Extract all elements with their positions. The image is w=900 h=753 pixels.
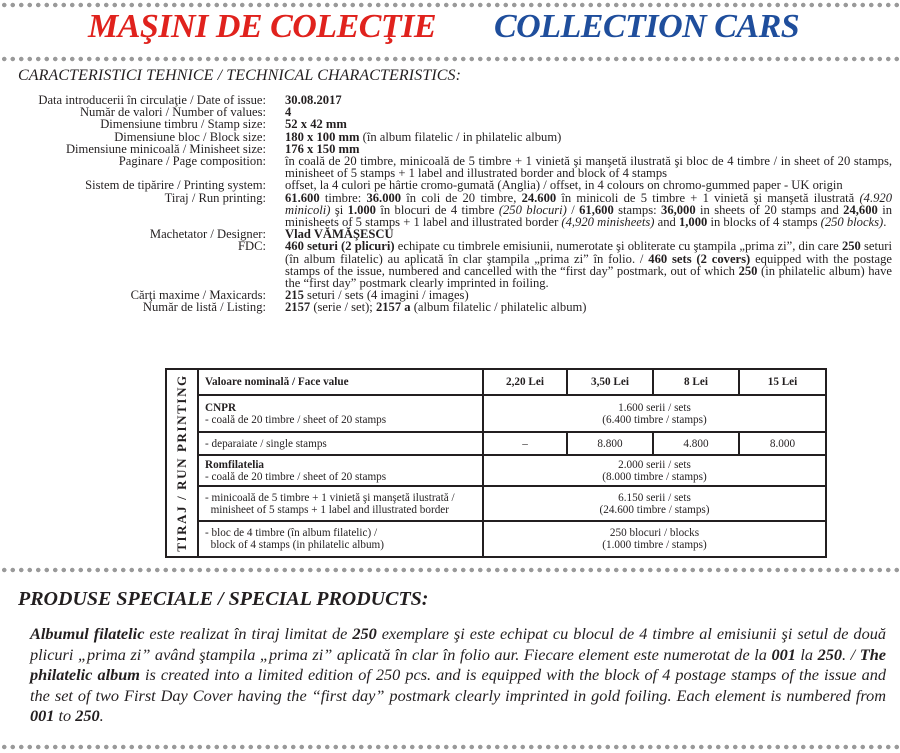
- dotted-divider-bottom: [0, 744, 900, 750]
- spec-row: [8, 155, 892, 179]
- text-fragment: in minisheets of 5 stamps + 1 label and illustrated border: [285, 202, 892, 230]
- text-fragment: la: [795, 644, 818, 664]
- text-fragment: (album filatelic / philatelic album): [410, 300, 587, 315]
- row-label-text: - coală de 20 timbre / sheet of 20 stamps: [205, 470, 387, 483]
- romfilatelia-title: Romfilatelia: [205, 458, 265, 471]
- spec-label: Machetator / Designer:: [149, 227, 266, 242]
- text-fragment: şi: [330, 202, 348, 217]
- spec-value: 4: [285, 105, 292, 120]
- row-label-text: - minicoală de 5 timbre + 1 vinietă şi manşetă ilustrată /: [205, 491, 455, 504]
- number-from: 001: [771, 644, 796, 664]
- spec-value: 52 x 42 mm: [285, 117, 347, 132]
- table-row: [199, 395, 825, 432]
- run-total: 61.600: [285, 190, 320, 205]
- spec-label: Paginare / Page composition:: [118, 154, 266, 169]
- title-english: COLLECTION CARS: [494, 8, 800, 45]
- text-fragment: /: [566, 202, 580, 217]
- row-label-text: block of 4 stamps (in philatelic album): [205, 539, 384, 551]
- spec-value: 176 x 150 mm: [285, 141, 360, 156]
- face-value-col: 15 Lei: [739, 370, 825, 395]
- spec-row: [8, 131, 892, 143]
- spec-value: în coală de 20 timbre, minicoală de 5 timbre + 1 vinietă şi manşetă ilustrată şi bloc de 4 timbre / in sheet of 20 stamps, minisheet of 5 stamps + 1 label and illustrated border and block of 4 stamps: [285, 154, 892, 181]
- face-value-col: 3,50 Lei: [567, 370, 653, 395]
- row-label-text: minisheet of 5 stamps + 1 label and illustrated border: [205, 503, 449, 516]
- edition-count: 250: [352, 624, 377, 643]
- text-fragment: and: [654, 215, 679, 230]
- row-value: [483, 521, 825, 556]
- spec-value: [285, 301, 892, 313]
- text-fragment: exemplare şi este echipat cu blocul de 4 timbre al emisiunii şi setul de două plicuri „prima zi” având ştampila „prima zi” aplicată în clar în folio aur. Fiecare element este numerotat de la: [30, 624, 886, 664]
- spec-label: Sistem de tipărire / Printing system:: [85, 178, 266, 193]
- table-row: [199, 432, 825, 455]
- value-line: 6.150 serii / sets: [618, 491, 691, 504]
- spec-label: Număr de valori / Number of values:: [79, 105, 266, 120]
- row-label-text: - bloc de 4 timbre (în album filatelic) /: [205, 527, 378, 539]
- spec-label: Tiraj / Run printing:: [164, 190, 266, 205]
- spec-value: seturi / sets (4 imagini / images): [307, 288, 469, 303]
- text-fragment: 2157 a: [375, 300, 411, 315]
- text-fragment: 2157: [285, 300, 311, 315]
- spec-label: Data introducerii în circulaţie / Date of issue:: [38, 93, 266, 107]
- number-to: 250: [817, 644, 843, 664]
- text-fragment: în minicoli de 5 timbre + 1 vinietă şi manşetă ilustrată: [556, 190, 860, 205]
- cnpr-title: CNPR: [205, 401, 237, 414]
- run-sheets-en: 36,000: [661, 202, 696, 217]
- text-fragment: (250 blocks): [820, 215, 884, 230]
- spec-label: Număr de listă / Listing:: [142, 300, 266, 315]
- text-fragment: (4,920 minisheets): [561, 215, 655, 230]
- text-fragment: timbre:: [319, 190, 367, 205]
- text-fragment: equipped with the postage stamps of the issue, numbered and cancelled with the “first day” postmark, out of which: [285, 251, 892, 278]
- row-label: - deparaiate / single stamps: [199, 432, 483, 455]
- text-fragment: în blocuri de 4 timbre: [375, 202, 499, 217]
- row-value: [483, 395, 825, 432]
- specifications-list: [8, 94, 892, 314]
- spec-value: Vlad VĂMĂŞESCU: [285, 227, 394, 242]
- spec-label: Dimensiune timbru / Stamp size:: [100, 117, 266, 132]
- run-minisheets-en: 24,600: [843, 202, 878, 217]
- spec-label: Dimensiune bloc / Block size:: [114, 129, 266, 144]
- spec-value: (în album filatelic / in philatelic album): [362, 129, 562, 144]
- spec-row: [8, 192, 892, 229]
- spec-value: offset, la 4 culori pe hârtie cromo-gumată (Anglia) / offset, in 4 colours on chromo-gummed paper - UK origin: [285, 178, 843, 193]
- special-products-heading: PRODUSE SPECIALE / SPECIAL PRODUCTS:: [18, 588, 429, 610]
- spec-label: Cărţi maxime / Maxicards:: [130, 288, 266, 303]
- text-fragment: este realizat în tiraj limitat de: [144, 624, 353, 643]
- title-romanian: MAŞINI DE COLECŢIE: [88, 8, 437, 45]
- side-label-text: TIRAJ / RUN PRINTING: [174, 374, 189, 552]
- row-value: 8.800: [567, 432, 653, 455]
- spec-value: 30.08.2017: [285, 93, 342, 107]
- text-fragment: (4.920 minicoli): [285, 190, 893, 217]
- row-label: [199, 521, 483, 556]
- text-fragment: . /: [842, 644, 860, 664]
- text-fragment: 250: [841, 239, 861, 254]
- text-fragment: în coli de 20 timbre,: [401, 190, 522, 205]
- text-fragment: echipate cu timbrele emisiunii, numerotate şi obliterate cu ştampila „prima zi”, din care: [394, 239, 842, 254]
- table-row: [199, 486, 825, 521]
- text-fragment: .: [883, 215, 887, 230]
- face-value-col: 2,20 Lei: [483, 370, 567, 395]
- run-printing-grid: [199, 370, 825, 556]
- spec-label: FDC:: [238, 239, 266, 254]
- value-line: (1.000 timbre / stamps): [602, 539, 707, 551]
- spec-value: [285, 192, 892, 229]
- text-fragment: 460 sets (2 covers): [648, 251, 751, 266]
- album-name-en: The philatelic album: [30, 644, 886, 685]
- value-line: 250 blocuri / blocks: [609, 527, 700, 539]
- text-fragment: in sheets of 20 stamps and: [695, 202, 844, 217]
- spec-row: [8, 301, 892, 313]
- number-from-en: 001: [30, 706, 55, 726]
- dotted-divider-middle: [0, 567, 900, 573]
- number-to-en: 250: [75, 706, 100, 726]
- spec-value-bold: 215: [285, 288, 304, 303]
- text-fragment: 250: [738, 263, 758, 278]
- row-label: [199, 395, 483, 432]
- text-fragment: (serie / set);: [310, 300, 376, 315]
- row-label: [199, 455, 483, 486]
- table-side-label: [167, 370, 199, 556]
- text-fragment: in blocks of 4 stamps: [707, 215, 821, 230]
- row-label-text: - coală de 20 timbre / sheet of 20 stamps: [205, 413, 387, 426]
- text-fragment: is created into a limited edition of 250 pcs. and is equipped with the block of 4 postage stamps of the issue and the set of two First Day Cover having the “first day” postmark clearly imprinted in gold foiling. Each element is numbered from: [30, 665, 886, 705]
- run-sheets: 36.000: [366, 190, 402, 205]
- text-fragment: (in philatelic album) have the “first day” postmark clearly imprinted in foiling.: [285, 263, 893, 291]
- value-line: (6.400 timbre / stamps): [602, 413, 707, 426]
- spec-value-bold: 180 x 100 mm: [285, 129, 360, 144]
- row-value: –: [483, 432, 567, 455]
- album-name-ro: Albumul filatelic: [30, 624, 145, 643]
- row-label: [199, 486, 483, 521]
- spec-row: [8, 240, 892, 289]
- table-header-row: [199, 370, 825, 395]
- row-value: 4.800: [653, 432, 739, 455]
- row-value: [483, 486, 825, 521]
- run-minisheets: 24.600: [521, 190, 557, 205]
- face-value-col: 8 Lei: [653, 370, 739, 395]
- value-line: (24.600 timbre / stamps): [599, 503, 710, 516]
- text-fragment: .: [99, 706, 104, 726]
- row-value: 8.000: [739, 432, 825, 455]
- text-fragment: 460 seturi (2 plicuri): [285, 239, 395, 254]
- run-total-en: 61,600: [579, 202, 614, 217]
- text-fragment: (250 blocuri): [498, 202, 567, 217]
- text-fragment: stamps:: [613, 202, 662, 217]
- special-products-paragraph: [30, 624, 886, 727]
- spec-value: [285, 240, 892, 289]
- run-blocks-en: 1,000: [678, 215, 708, 230]
- technical-characteristics-heading: CARACTERISTICI TEHNICE / TECHNICAL CHARACTERISTICS:: [18, 67, 462, 84]
- text-fragment: to: [54, 706, 76, 726]
- value-line: (8.000 timbre / stamps): [602, 470, 707, 483]
- row-value: [483, 455, 825, 486]
- run-blocks: 1.000: [347, 202, 376, 217]
- table-row: [199, 455, 825, 486]
- text-fragment: seturi (în album filatelic) au aplicată în clar ştampila „prima zi” în folio. /: [285, 239, 893, 266]
- table-row: [199, 521, 825, 556]
- dotted-divider-upper: [0, 56, 900, 62]
- spec-label: Dimensiune minicoală / Minisheet size:: [65, 141, 266, 156]
- face-value-header: Valoare nominală / Face value: [199, 370, 483, 395]
- value-line: 1.600 serii / sets: [618, 401, 691, 414]
- value-line: 2.000 serii / sets: [618, 458, 691, 471]
- run-printing-table: [165, 368, 827, 558]
